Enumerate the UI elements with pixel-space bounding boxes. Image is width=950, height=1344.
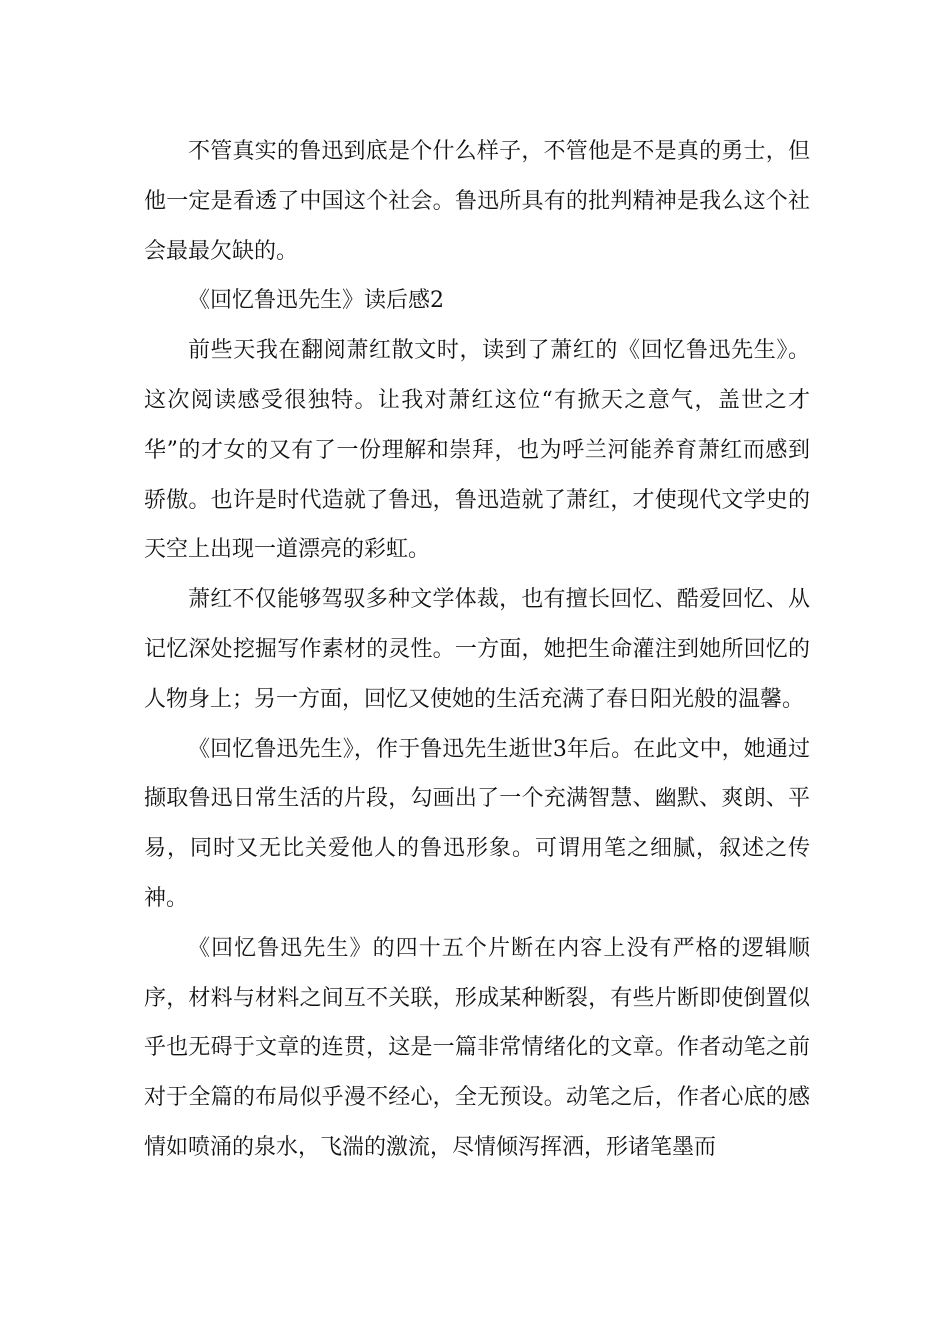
paragraph-3: 萧红不仅能够驾驭多种文学体裁，也有擅长回忆、酷爱回忆、从记忆深处挖掘写作素材的灵性。一方面，她把生命灌注到她所回忆的人物身上；另一方面，回忆又使她的生活充满了春日阳光般的温馨。 <box>144 587 810 712</box>
section-heading: 《回忆鲁迅先生》读后感2 <box>188 288 444 314</box>
paragraph-2: 前些天我在翻阅萧红散文时，读到了萧红的《回忆鲁迅先生》。这次阅读感受很独特。让我对萧红这位“有掀天之意气，盖世之才华”的才女的又有了一份理解和崇拜，也为呼兰河能养育萧红而感到骄傲。也许是时代造就了鲁迅，鲁迅造就了萧红，才使现代文学史的天空上出现一道漂亮的彩虹。 <box>144 338 810 563</box>
paragraph-4: 《回忆鲁迅先生》，作于鲁迅先生逝世3年后。在此文中，她通过撷取鲁迅日常生活的片段，勾画出了一个充满智慧、幽默、爽朗、平易，同时又无比关爱他人的鲁迅形象。可谓用笔之细腻，叙述之传神。 <box>144 736 810 911</box>
paragraph-5: 《回忆鲁迅先生》的四十五个片断在内容上没有严格的逻辑顺序，材料与材料之间互不关联，形成某种断裂，有些片断即使倒置似乎也无碍于文章的连贯，这是一篇非常情绪化的文章。作者动笔之前对于全篇的布局似乎漫不经心，全无预设。动笔之后，作者心底的感情如喷涌的泉水，飞湍的激流，尽情倾泻挥洒，形诸笔墨而 <box>144 935 810 1160</box>
document-page <box>144 127 810 1173</box>
paragraph-1: 不管真实的鲁迅到底是个什么样子，不管他是不是真的勇士，但他一定是看透了中国这个社会。鲁迅所具有的批判精神是我么这个社会最最欠缺的。 <box>144 139 810 264</box>
